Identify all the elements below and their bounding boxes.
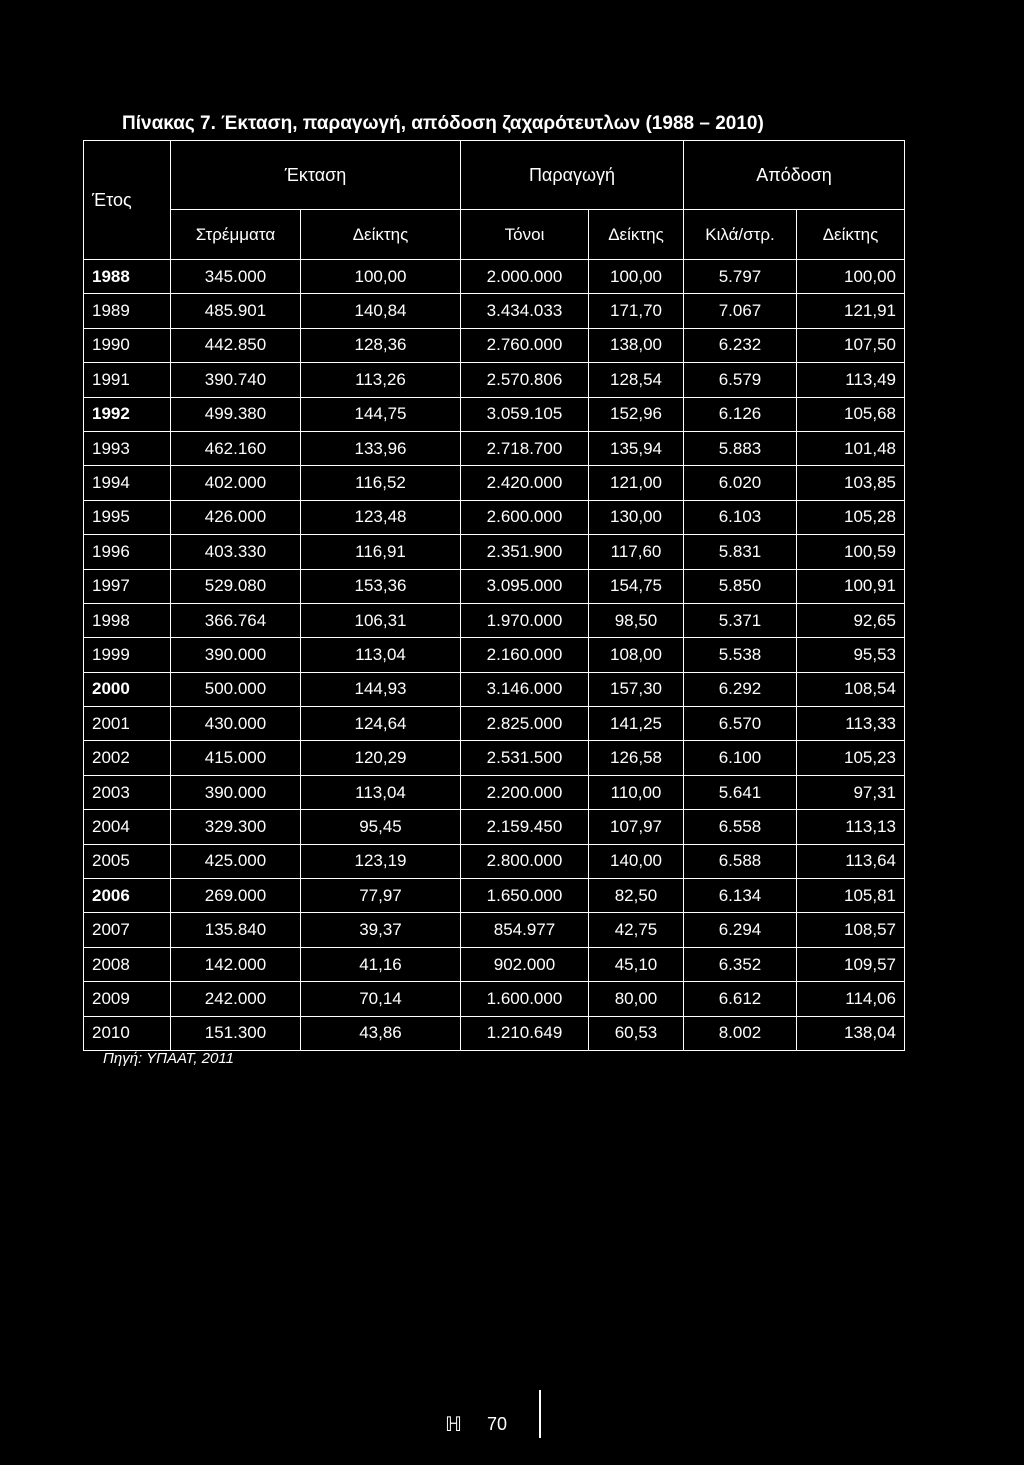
- cell-tonnes: 2.600.000: [461, 500, 589, 534]
- cell-production-index: 171,70: [589, 294, 684, 328]
- cell-stremmata: 462.160: [171, 431, 301, 465]
- cell-yield-index: 107,50: [797, 328, 905, 362]
- cell-yield-index: 121,91: [797, 294, 905, 328]
- cell-production-index: 60,53: [589, 1016, 684, 1050]
- cell-yield-index: 100,91: [797, 569, 905, 603]
- header-sub-row: [84, 210, 905, 260]
- page-number: 70: [487, 1414, 508, 1434]
- cell-stremmata: 529.080: [171, 569, 301, 603]
- cell-area-index: 113,04: [301, 638, 461, 672]
- cell-stremmata: 390.000: [171, 638, 301, 672]
- cell-production-index: 152,96: [589, 397, 684, 431]
- table-row: [84, 500, 905, 534]
- cell-tonnes: 3.059.105: [461, 397, 589, 431]
- cell-production-index: 82,50: [589, 879, 684, 913]
- cell-yield-index: 108,54: [797, 672, 905, 706]
- cell-tonnes: 2.825.000: [461, 707, 589, 741]
- cell-year: 1989: [84, 294, 171, 328]
- cell-year: 1991: [84, 363, 171, 397]
- cell-kg-per-stremma: 6.612: [684, 982, 797, 1016]
- cell-area-index: 144,93: [301, 672, 461, 706]
- cell-area-index: 95,45: [301, 810, 461, 844]
- cell-area-index: 106,31: [301, 603, 461, 637]
- cell-tonnes: 3.146.000: [461, 672, 589, 706]
- cell-yield-index: 92,65: [797, 603, 905, 637]
- source-note: Πηγή: ΥΠΑΑΤ, 2011: [103, 1050, 234, 1067]
- cell-tonnes: 2.000.000: [461, 260, 589, 294]
- cell-year: 2000: [84, 672, 171, 706]
- cell-tonnes: 1.650.000: [461, 879, 589, 913]
- header-yield-index: Δείκτης: [797, 210, 905, 260]
- table-row: [84, 535, 905, 569]
- cell-tonnes: 2.351.900: [461, 535, 589, 569]
- cell-year: 2002: [84, 741, 171, 775]
- cell-area-index: 120,29: [301, 741, 461, 775]
- cell-area-index: 140,84: [301, 294, 461, 328]
- cell-production-index: 108,00: [589, 638, 684, 672]
- cell-year: 2003: [84, 775, 171, 809]
- cell-tonnes: 2.718.700: [461, 431, 589, 465]
- cell-tonnes: 2.531.500: [461, 741, 589, 775]
- cell-yield-index: 100,00: [797, 260, 905, 294]
- cell-stremmata: 499.380: [171, 397, 301, 431]
- cell-kg-per-stremma: 5.831: [684, 535, 797, 569]
- table-row: [84, 294, 905, 328]
- cell-year: 1993: [84, 431, 171, 465]
- cell-area-index: 144,75: [301, 397, 461, 431]
- cell-tonnes: 2.160.000: [461, 638, 589, 672]
- table-row: [84, 913, 905, 947]
- cell-stremmata: 135.840: [171, 913, 301, 947]
- cell-kg-per-stremma: 6.579: [684, 363, 797, 397]
- cell-stremmata: 269.000: [171, 879, 301, 913]
- cell-area-index: 123,19: [301, 844, 461, 878]
- cell-tonnes: 1.210.649: [461, 1016, 589, 1050]
- header-kg-per-stremma: Κιλά/στρ.: [684, 210, 797, 260]
- table-row: [84, 431, 905, 465]
- cell-yield-index: 138,04: [797, 1016, 905, 1050]
- cell-area-index: 123,48: [301, 500, 461, 534]
- cell-kg-per-stremma: 6.588: [684, 844, 797, 878]
- cell-yield-index: 95,53: [797, 638, 905, 672]
- table-row: [84, 363, 905, 397]
- table-row: [84, 638, 905, 672]
- cell-production-index: 110,00: [589, 775, 684, 809]
- cell-tonnes: 2.760.000: [461, 328, 589, 362]
- table-row: [84, 569, 905, 603]
- cell-tonnes: 2.420.000: [461, 466, 589, 500]
- cell-yield-index: 108,57: [797, 913, 905, 947]
- cell-year: 2009: [84, 982, 171, 1016]
- cell-production-index: 45,10: [589, 947, 684, 981]
- cell-yield-index: 97,31: [797, 775, 905, 809]
- header-area-index: Δείκτης: [301, 210, 461, 260]
- cell-stremmata: 390.000: [171, 775, 301, 809]
- table-row: [84, 810, 905, 844]
- cell-area-index: 70,14: [301, 982, 461, 1016]
- cell-kg-per-stremma: 5.850: [684, 569, 797, 603]
- cell-production-index: 128,54: [589, 363, 684, 397]
- cell-stremmata: 425.000: [171, 844, 301, 878]
- cell-area-index: 43,86: [301, 1016, 461, 1050]
- cell-kg-per-stremma: 5.797: [684, 260, 797, 294]
- cell-kg-per-stremma: 6.134: [684, 879, 797, 913]
- table-body: [84, 260, 905, 1051]
- cell-kg-per-stremma: 6.100: [684, 741, 797, 775]
- table-row: [84, 672, 905, 706]
- cell-kg-per-stremma: 8.002: [684, 1016, 797, 1050]
- cell-area-index: 124,64: [301, 707, 461, 741]
- cell-production-index: 121,00: [589, 466, 684, 500]
- table-row: [84, 1016, 905, 1050]
- cell-tonnes: 2.159.450: [461, 810, 589, 844]
- cell-yield-index: 109,57: [797, 947, 905, 981]
- cell-production-index: 130,00: [589, 500, 684, 534]
- cell-year: 1995: [84, 500, 171, 534]
- cell-kg-per-stremma: 7.067: [684, 294, 797, 328]
- cell-tonnes: 3.434.033: [461, 294, 589, 328]
- cell-production-index: 140,00: [589, 844, 684, 878]
- cell-yield-index: 113,64: [797, 844, 905, 878]
- table-row: [84, 947, 905, 981]
- header-group-area: Έκταση: [171, 141, 461, 210]
- cell-yield-index: 100,59: [797, 535, 905, 569]
- cell-tonnes: 902.000: [461, 947, 589, 981]
- cell-year: 1988: [84, 260, 171, 294]
- header-production-index: Δείκτης: [589, 210, 684, 260]
- table-row: [84, 328, 905, 362]
- page-divider: [539, 1390, 541, 1438]
- cell-yield-index: 105,68: [797, 397, 905, 431]
- cell-production-index: 138,00: [589, 328, 684, 362]
- cell-year: 1994: [84, 466, 171, 500]
- data-table: [83, 140, 905, 1051]
- cell-stremmata: 426.000: [171, 500, 301, 534]
- cell-kg-per-stremma: 5.883: [684, 431, 797, 465]
- table-row: [84, 707, 905, 741]
- table-row: [84, 260, 905, 294]
- cell-production-index: 135,94: [589, 431, 684, 465]
- cell-year: 2005: [84, 844, 171, 878]
- cell-production-index: 80,00: [589, 982, 684, 1016]
- cell-production-index: 141,25: [589, 707, 684, 741]
- cell-production-index: 157,30: [589, 672, 684, 706]
- cell-year: 2004: [84, 810, 171, 844]
- cell-year: 1996: [84, 535, 171, 569]
- cell-year: 1998: [84, 603, 171, 637]
- cell-stremmata: 366.764: [171, 603, 301, 637]
- cell-kg-per-stremma: 6.103: [684, 500, 797, 534]
- cell-stremmata: 415.000: [171, 741, 301, 775]
- cell-stremmata: 142.000: [171, 947, 301, 981]
- cell-production-index: 126,58: [589, 741, 684, 775]
- cell-stremmata: 430.000: [171, 707, 301, 741]
- cell-stremmata: 151.300: [171, 1016, 301, 1050]
- cell-kg-per-stremma: 5.538: [684, 638, 797, 672]
- cell-yield-index: 105,28: [797, 500, 905, 534]
- table-row: [84, 982, 905, 1016]
- cell-production-index: 100,00: [589, 260, 684, 294]
- cell-kg-per-stremma: 6.352: [684, 947, 797, 981]
- cell-production-index: 154,75: [589, 569, 684, 603]
- cell-kg-per-stremma: 5.371: [684, 603, 797, 637]
- header-group-yield: Απόδοση: [684, 141, 905, 210]
- cell-yield-index: 105,23: [797, 741, 905, 775]
- cell-area-index: 100,00: [301, 260, 461, 294]
- cell-year: 1997: [84, 569, 171, 603]
- cell-area-index: 113,04: [301, 775, 461, 809]
- cell-stremmata: 402.000: [171, 466, 301, 500]
- cell-stremmata: 442.850: [171, 328, 301, 362]
- cell-kg-per-stremma: 6.020: [684, 466, 797, 500]
- cell-year: 2001: [84, 707, 171, 741]
- cell-yield-index: 105,81: [797, 879, 905, 913]
- cell-tonnes: 854.977: [461, 913, 589, 947]
- cell-year: 1990: [84, 328, 171, 362]
- cell-year: 1999: [84, 638, 171, 672]
- page-footer: [435, 1390, 543, 1440]
- cell-area-index: 153,36: [301, 569, 461, 603]
- table-row: [84, 844, 905, 878]
- table-row: [84, 741, 905, 775]
- cell-tonnes: 1.970.000: [461, 603, 589, 637]
- cell-year: 2007: [84, 913, 171, 947]
- cell-yield-index: 103,85: [797, 466, 905, 500]
- cell-stremmata: 329.300: [171, 810, 301, 844]
- cell-yield-index: 114,06: [797, 982, 905, 1016]
- cell-yield-index: 113,33: [797, 707, 905, 741]
- cell-area-index: 77,97: [301, 879, 461, 913]
- cell-tonnes: 2.570.806: [461, 363, 589, 397]
- cell-kg-per-stremma: 6.294: [684, 913, 797, 947]
- cell-kg-per-stremma: 6.558: [684, 810, 797, 844]
- cell-kg-per-stremma: 6.570: [684, 707, 797, 741]
- header-stremmata: Στρέμματα: [171, 210, 301, 260]
- page-mark-icon: ℍ: [445, 1414, 462, 1436]
- cell-production-index: 42,75: [589, 913, 684, 947]
- cell-kg-per-stremma: 5.641: [684, 775, 797, 809]
- cell-stremmata: 500.000: [171, 672, 301, 706]
- cell-area-index: 41,16: [301, 947, 461, 981]
- cell-year: 1992: [84, 397, 171, 431]
- cell-yield-index: 101,48: [797, 431, 905, 465]
- cell-year: 2006: [84, 879, 171, 913]
- cell-area-index: 39,37: [301, 913, 461, 947]
- cell-kg-per-stremma: 6.292: [684, 672, 797, 706]
- cell-kg-per-stremma: 6.232: [684, 328, 797, 362]
- cell-production-index: 98,50: [589, 603, 684, 637]
- header-group-production: Παραγωγή: [461, 141, 684, 210]
- cell-tonnes: 1.600.000: [461, 982, 589, 1016]
- table-row: [84, 466, 905, 500]
- header-group-row: [84, 141, 905, 210]
- table-row: [84, 397, 905, 431]
- header-year: Έτος: [84, 141, 171, 260]
- cell-area-index: 113,26: [301, 363, 461, 397]
- cell-stremmata: 485.901: [171, 294, 301, 328]
- cell-tonnes: 2.800.000: [461, 844, 589, 878]
- cell-tonnes: 3.095.000: [461, 569, 589, 603]
- table-row: [84, 603, 905, 637]
- cell-area-index: 116,52: [301, 466, 461, 500]
- table-title: Πίνακας 7. Έκταση, παραγωγή, απόδοση ζαχαρότευτλων (1988 – 2010): [122, 113, 764, 134]
- cell-area-index: 116,91: [301, 535, 461, 569]
- cell-area-index: 128,36: [301, 328, 461, 362]
- cell-kg-per-stremma: 6.126: [684, 397, 797, 431]
- cell-stremmata: 345.000: [171, 260, 301, 294]
- table-row: [84, 879, 905, 913]
- cell-yield-index: 113,49: [797, 363, 905, 397]
- cell-year: 2008: [84, 947, 171, 981]
- cell-stremmata: 403.330: [171, 535, 301, 569]
- cell-production-index: 117,60: [589, 535, 684, 569]
- table-row: [84, 775, 905, 809]
- cell-stremmata: 242.000: [171, 982, 301, 1016]
- cell-production-index: 107,97: [589, 810, 684, 844]
- cell-year: 2010: [84, 1016, 171, 1050]
- cell-tonnes: 2.200.000: [461, 775, 589, 809]
- cell-area-index: 133,96: [301, 431, 461, 465]
- cell-stremmata: 390.740: [171, 363, 301, 397]
- cell-yield-index: 113,13: [797, 810, 905, 844]
- header-tonnes: Τόνοι: [461, 210, 589, 260]
